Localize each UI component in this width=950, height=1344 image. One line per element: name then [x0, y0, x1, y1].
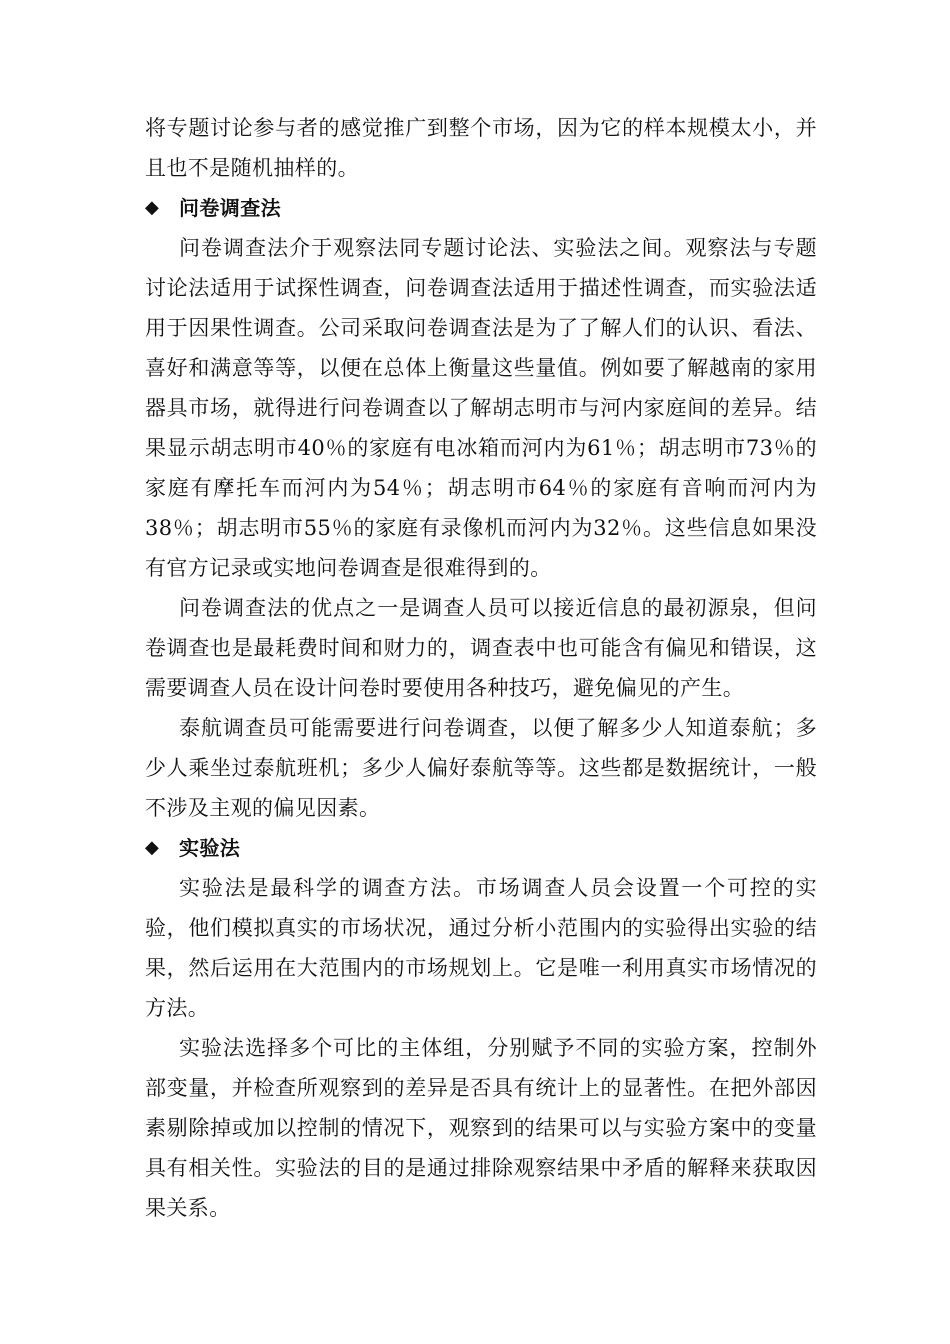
paragraph-questionnaire-overview: 问卷调查法介于观察法同专题讨论法、实验法之间。观察法与专题讨论法适用于试探性调查，问卷调查法适用于描述性调查，而实验法适用于因果性调查。公司采取问卷调查法是为了了解人们的认识、看法、喜好和满意等等，以便在总体上衡量这些量值。例如要了解越南的家用器具市场，就得进行问卷调查以了解胡志明市与河内家庭间的差异。结果显示胡志明市40％的家庭有电冰箱而河内为61％；胡志明市73％的家庭有摩托车而河内为54％；胡志明市64％的家庭有音响而河内为38％；胡志明市55％的家庭有录像机而河内为32％。这些信息如果没有官方记录或实地问卷调查是很难得到的。 — [145, 236, 817, 580]
paragraph-intro-continuation: 将专题讨论参与者的感觉推广到整个市场，因为它的样本规模太小，并且也不是随机抽样的。 — [145, 116, 817, 180]
section-title-experiment: 实验法 — [179, 836, 241, 860]
section-heading-questionnaire — [145, 188, 817, 228]
document-body — [145, 108, 817, 1228]
diamond-bullet-icon: ◆ — [145, 837, 160, 858]
section-title-questionnaire: 问卷调查法 — [179, 196, 281, 220]
paragraph-questionnaire-pros-cons: 问卷调查法的优点之一是调查人员可以接近信息的最初源泉，但问卷调查也是最耗费时间和财力的，调查表中也可能含有偏见和错误，这需要调查人员在设计问卷时要使用各种技巧，避免偏见的产生。 — [145, 596, 817, 700]
paragraph-thai-airways-example: 泰航调查员可能需要进行问卷调查，以便了解多少人知道泰航；多少人乘坐过泰航班机；多少人偏好泰航等等。这些都是数据统计，一般不涉及主观的偏见因素。 — [145, 716, 817, 820]
paragraph-experiment-method: 实验法选择多个可比的主体组，分别赋予不同的实验方案，控制外部变量，并检查所观察到的差异是否具有统计上的显著性。在把外部因素剔除掉或加以控制的情况下，观察到的结果可以与实验方案中的变量具有相关性。实验法的目的是通过排除观察结果中矛盾的解释来获取因果关系。 — [145, 1036, 817, 1220]
paragraph-experiment-overview: 实验法是最科学的调查方法。市场调查人员会设置一个可控的实验，他们模拟真实的市场状况，通过分析小范围内的实验得出实验的结果，然后运用在大范围内的市场规划上。它是唯一利用真实市场情况的方法。 — [145, 876, 817, 1020]
diamond-bullet-icon: ◆ — [145, 197, 160, 218]
section-heading-experiment — [145, 828, 817, 868]
